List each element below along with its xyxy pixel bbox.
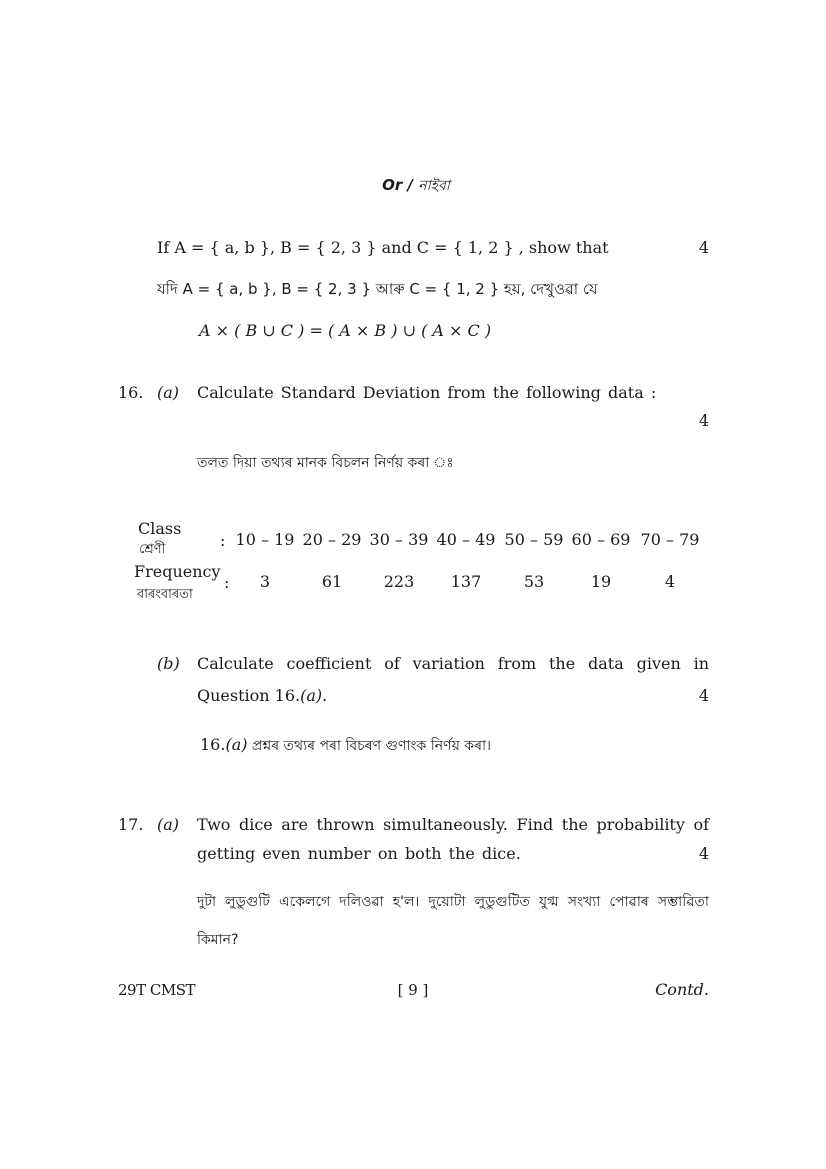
freq-cell: 223 (383, 572, 415, 591)
q16a-label: (a) (157, 383, 180, 402)
q15-alt-en: If A = { a, b }, B = { 2, 3 } and C = { 1, 2 } , show that (157, 238, 609, 257)
q15-alt-marks: 4 (698, 238, 709, 257)
freq-label-en: Frequency (134, 562, 221, 581)
freq-cell: 61 (321, 572, 343, 591)
freq-colon: : (224, 573, 230, 592)
footer-contd: Contd. (655, 980, 709, 999)
q16b-en-line2 (197, 686, 327, 706)
freq-cell: 137 (450, 572, 482, 591)
class-label-as: শ্ৰেণী (139, 542, 166, 557)
or-heading (0, 175, 826, 196)
q16a-as: তলত দিয়া তথ্যৰ মানক বিচলন নিৰ্ণয় কৰা ঃ (197, 455, 454, 471)
class-cell: 30 – 39 (369, 530, 429, 549)
class-cell: 70 – 79 (640, 530, 700, 549)
freq-cell: 53 (523, 572, 545, 591)
q17a-en-line2: getting even number on both the dice. (197, 844, 521, 863)
q17a-label: (a) (157, 815, 180, 834)
class-label-en: Class (138, 519, 182, 538)
freq-cell: 4 (664, 572, 676, 591)
q16-number: 16. (118, 383, 144, 402)
q17a-marks: 4 (698, 844, 709, 863)
or-as: নাইবা (418, 178, 450, 194)
q16b-label: (b) (157, 654, 180, 673)
q16b-en-line2-prefix: Question 16. (197, 686, 301, 705)
q16b-as-text: প্ৰশ্নৰ তথ্যৰ পৰা বিচৰণ গুণাংক নিৰ্ণয় কৰা। (247, 738, 492, 754)
q17-number: 17. (118, 815, 144, 834)
class-cell: 20 – 29 (302, 530, 362, 549)
q16b-en-line2-ref: (a). (300, 686, 328, 705)
freq-cell: 19 (590, 572, 612, 591)
q17a-as-line1: দুটা লুডুগুটি একেলগে দলিওৱা হ'ল। দুয়োটা লুডুগুটিত যুগ্ম সংখ্যা পোৱাৰ সম্ভাৱিতা (197, 894, 709, 910)
or-sep: / (402, 176, 419, 194)
q16b-as (200, 735, 491, 756)
class-cell: 60 – 69 (571, 530, 631, 549)
q16a-en: Calculate Standard Deviation from the following data : (197, 383, 657, 402)
footer-page-number: [ 9 ] (397, 981, 429, 999)
class-colon: : (220, 531, 226, 550)
q16b-as-ref: (a) (225, 735, 248, 754)
q15-alt-as: যদি A = { a, b }, B = { 2, 3 } আৰু C = { 1, 2 } হয়, দেখুওৱা যে (157, 280, 598, 298)
freq-label-as: বাৰংবাৰতা (137, 587, 193, 602)
class-cell: 50 – 59 (504, 530, 564, 549)
q16b-en-line1: Calculate coefficient of variation from the data given in (197, 654, 709, 673)
q16b-as-prefix: 16. (200, 735, 226, 754)
or-en: Or (382, 176, 403, 194)
class-cell: 40 – 49 (436, 530, 496, 549)
q15-alt-formula: A × ( B ∪ C ) = ( A × B ) ∪ ( A × C ) (199, 321, 492, 340)
q17a-as-line2: কিমান? (197, 932, 239, 948)
q16a-marks: 4 (698, 411, 709, 430)
class-cell: 10 – 19 (235, 530, 295, 549)
footer-code: 29T CMST (118, 981, 195, 999)
q17a-en-line1: Two dice are thrown simultaneously. Find the probability of (197, 815, 709, 834)
freq-cell: 3 (259, 572, 271, 591)
q16b-marks: 4 (698, 686, 709, 705)
